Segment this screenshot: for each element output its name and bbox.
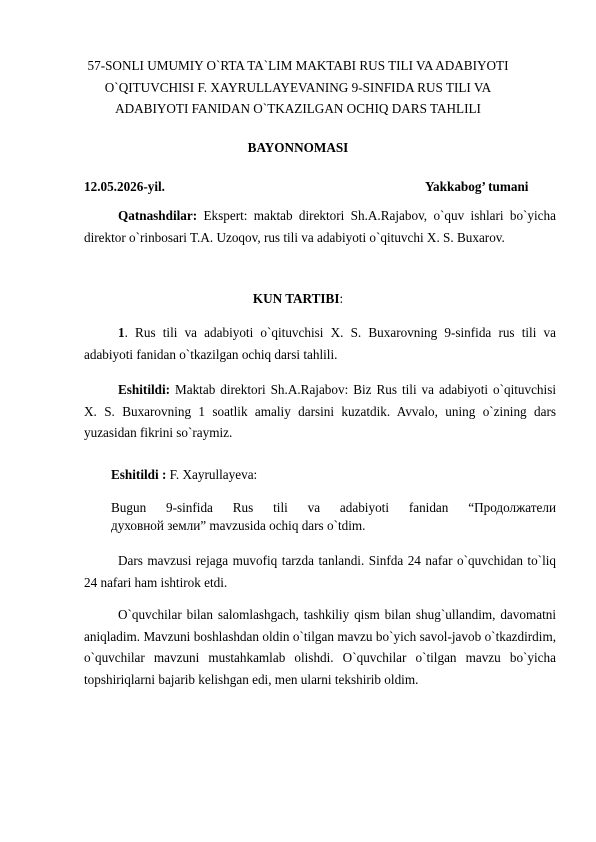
agenda-colon: : [339, 291, 344, 306]
heard-director-text: Maktab direktori Sh.A.Rajabov: Biz Rus tili va adabiyoti o`qituvchisi X. S. Buxarovning 1 soatlik amaliy darsini kuzatdik. Avvalo, uning o`zining dars yuzasidan fikrini so`raymiz. [84, 382, 556, 440]
heard-teacher-text: F. Xayrullayeva: [166, 467, 258, 482]
heard-director-label: Eshitildi: [118, 382, 171, 397]
today-line-2: духовной земли” mavzusida ochiq dars o`tdim. [111, 518, 366, 533]
agenda-item [84, 322, 556, 365]
document-subtitle: BAYONNOMASI [247, 140, 349, 155]
heard-director-paragraph [84, 379, 556, 444]
participants-text: Ekspert: maktab direktori Sh.A.Rajabov, o`quv ishlari bo`yicha direktor o`rinbosari T.A. Uzoqov, rus tili va adabiyoti o`qituvchi X. S. Buxarov. [84, 208, 556, 245]
document-place: Yakkabog’ tumani [425, 179, 529, 194]
heard-teacher-line [111, 466, 556, 484]
agenda-item-number: 1 [118, 325, 125, 340]
participants-paragraph [84, 205, 556, 248]
document-title: 57-SONLI UMUMIY O`RTA TA`LIM MAKTABI RUS TILI VA ADABIYOTI O`QITUVCHISI F. XAYRULLAYEVANING 9-SINFIDA RUS TILI VA ADABIYOTI FANIDAN O`TKAZILGAN OCHIQ DARS TAHLILI [87, 58, 509, 116]
lesson-process-paragraph: O`quvchilar bilan salomlashgach, tashkiliy qism bilan shug`ullandim, davomatni aniqladim. Mavzuni boshlashdan oldin o`tilgan mavzu bo`yich savol-javob o`tkazdirdim, o`quvchilar mavzuni mustahkamlab olishdi. O`quvchilar o`tilgan mavzu bo`yicha topshiriqlarni bajarib kelishgan edi, men ularni tekshirib oldim. [84, 607, 556, 687]
agenda-title: KUN TARTIBI [252, 291, 340, 306]
agenda-heading [0, 290, 596, 308]
heard-teacher-label: Eshitildi : [111, 467, 167, 482]
today-line-1: Bugun 9-sinfida Rus tili va adabiyoti fanidan “Продолжатели [111, 500, 556, 515]
participants-label: Qatnashdilar: [118, 208, 198, 223]
agenda-item-text: . Rus tili va adabiyoti o`qituvchisi X. S. Buxarovning 9-sinfida rus tili va adabiyoti fanidan o`tkazilgan ochiq darsi tahlili. [84, 325, 556, 362]
lesson-topic-paragraph: Dars mavzusi rejaga muvofiq tarzda tanlandi. Sinfda 24 nafar o`quvchidan to`liq 24 nafari ham ishtirok etdi. [84, 553, 556, 590]
document-date: 12.05.2026-yil. [84, 179, 165, 194]
